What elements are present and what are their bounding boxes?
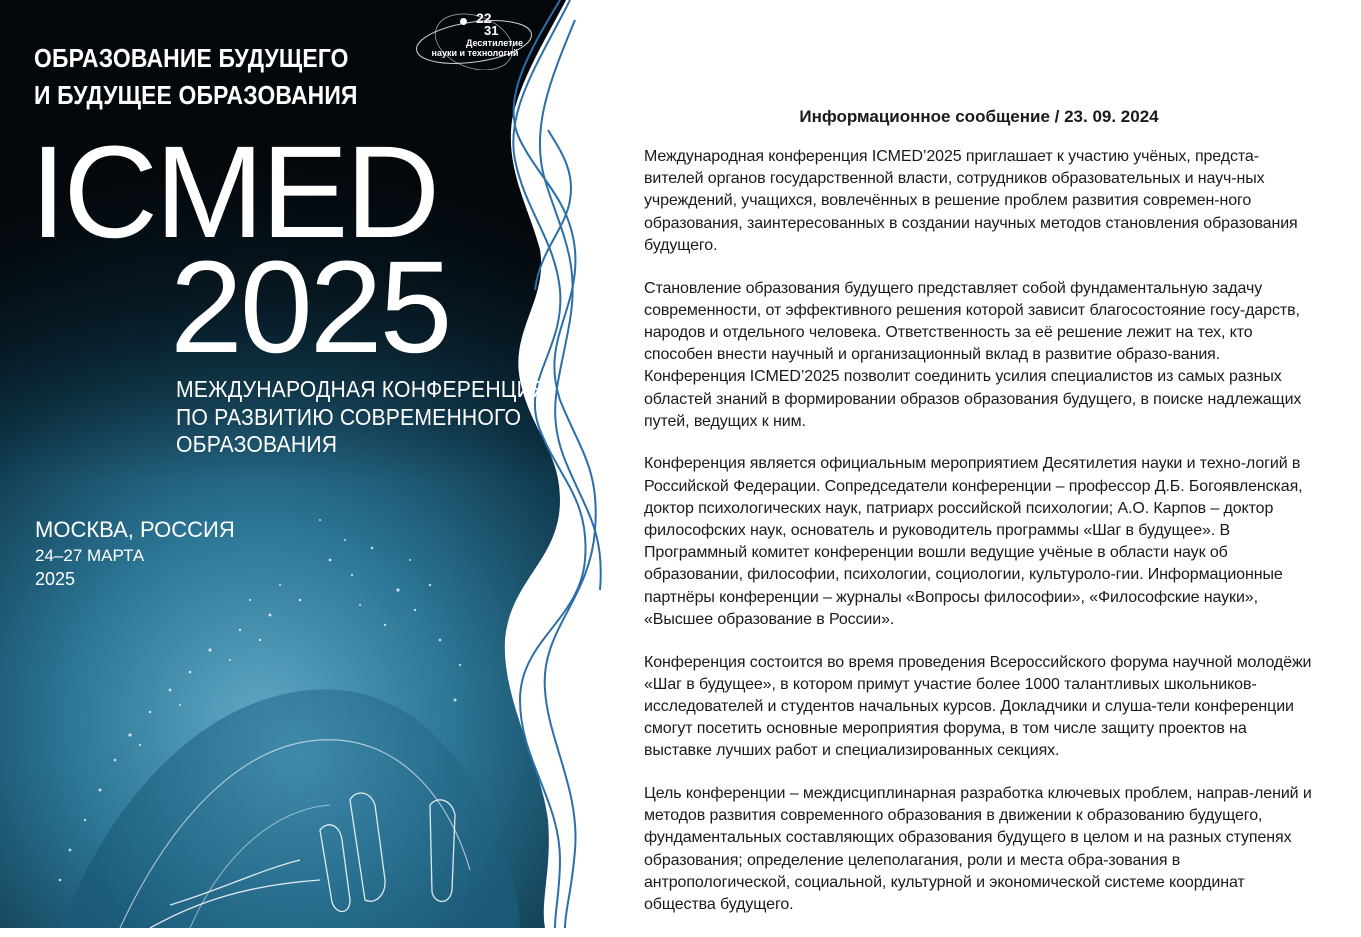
info-message (644, 106, 1314, 937)
logo-line1: Десятилетие (466, 38, 524, 48)
conference-subtitle (176, 376, 562, 459)
conference-city: МОСКВА, РОССИЯ (35, 517, 235, 542)
logo-dot (460, 18, 467, 25)
logo-line2: науки и технологий (431, 48, 519, 58)
tagline-line2: И БУДУЩЕЕ ОБРАЗОВАНИЯ (34, 80, 358, 110)
conference-year-small: 2025 (35, 569, 76, 589)
paragraph-4: Конференция состоится во время проведения Всероссийского форума научной молодёжи «Шаг в будущее», в котором примут участие более 1000 талантливых школьников-исследователей и студентов начальных курсов. Докладчики и слуша-тели конференции смогут посетить основные мероприятия форума, в том числе защиту проектов на выставке лучших работ и специализированных секциях. (644, 653, 1312, 760)
logo-number-top: 22 (476, 10, 492, 26)
paragraph-5: Цель конференции – междисциплинарная разработка ключевых проблем, направ-лений и методов развития современного образования в движении к образованию будущего, фундаментальных составляющих образования будущего в целом и на разных ступенях образования; определение целеполагания, роли и места обра-зования в антропологической, социальной, культурной и экономической системе координат общества будущего. (644, 785, 1312, 914)
conference-title: ICMED (30, 118, 438, 265)
poster-tagline (34, 40, 358, 114)
conference-dates: 24–27 МАРТА (35, 546, 145, 565)
paragraph-2: Становление образования будущего представляет собой фундаментальную задачу современности, от эффективного решения которой зависит благосостояние госу-дарств, народов и отдельного человека. Ответственность за её решение лежит на тех, кто способен внести научный и организационный вклад в развитие образо-вания. Конференция ICMED’2025 позволит соединить усилия специалистов из самых разных областей знаний в формировании образов образования будущего, в поиске надлежащих путей, ведущих к ним. (644, 279, 1302, 430)
tagline-line1: ОБРАЗОВАНИЕ БУДУЩЕГО (34, 43, 349, 73)
subtitle-line1: МЕЖДУНАРОДНАЯ КОНФЕРЕНЦИЯ (176, 376, 548, 402)
message-heading: Информационное сообщение / 23. 09. 2024 (799, 107, 1159, 126)
subtitle-line2: ПО РАЗВИТИЮ СОВРЕМЕННОГО (176, 403, 522, 430)
subtitle-line3: ОБРАЗОВАНИЯ (176, 431, 338, 457)
paragraph-1: Международная конференция ICMED’2025 приглашает к участию учёных, предста-вителей органов государственной власти, сотрудников образовательных и науч-ных учреждений, учащихся, вовлечённых в решение проблем развития современ-ного образования, заинтересованных в создании научных методов становления образования будущего. (644, 148, 1298, 254)
conference-year: 2025 (170, 233, 450, 380)
logo-number-bottom: 31 (484, 23, 499, 38)
paragraph-3: Конференция является официальным мероприятием Десятилетия науки и техно-логий в Российской Федерации. Сопредседатели конференции – профессор Д.Б. Богоявленская, доктор психологических наук, патриарх российской психологии; А.О. Карпов – доктор философских наук, основатель и руководитель программы «Шаг в будущее». В Программный комитет конференции вошли ведущие учёные в области наук об образовании, философии, психологии, социологии, культуроло-гии. Информационные партнёры конференции – журналы «Вопросы философии», «Философские науки», «Высшее образование в России». (644, 455, 1303, 628)
decade-of-science-logo (414, 6, 534, 70)
